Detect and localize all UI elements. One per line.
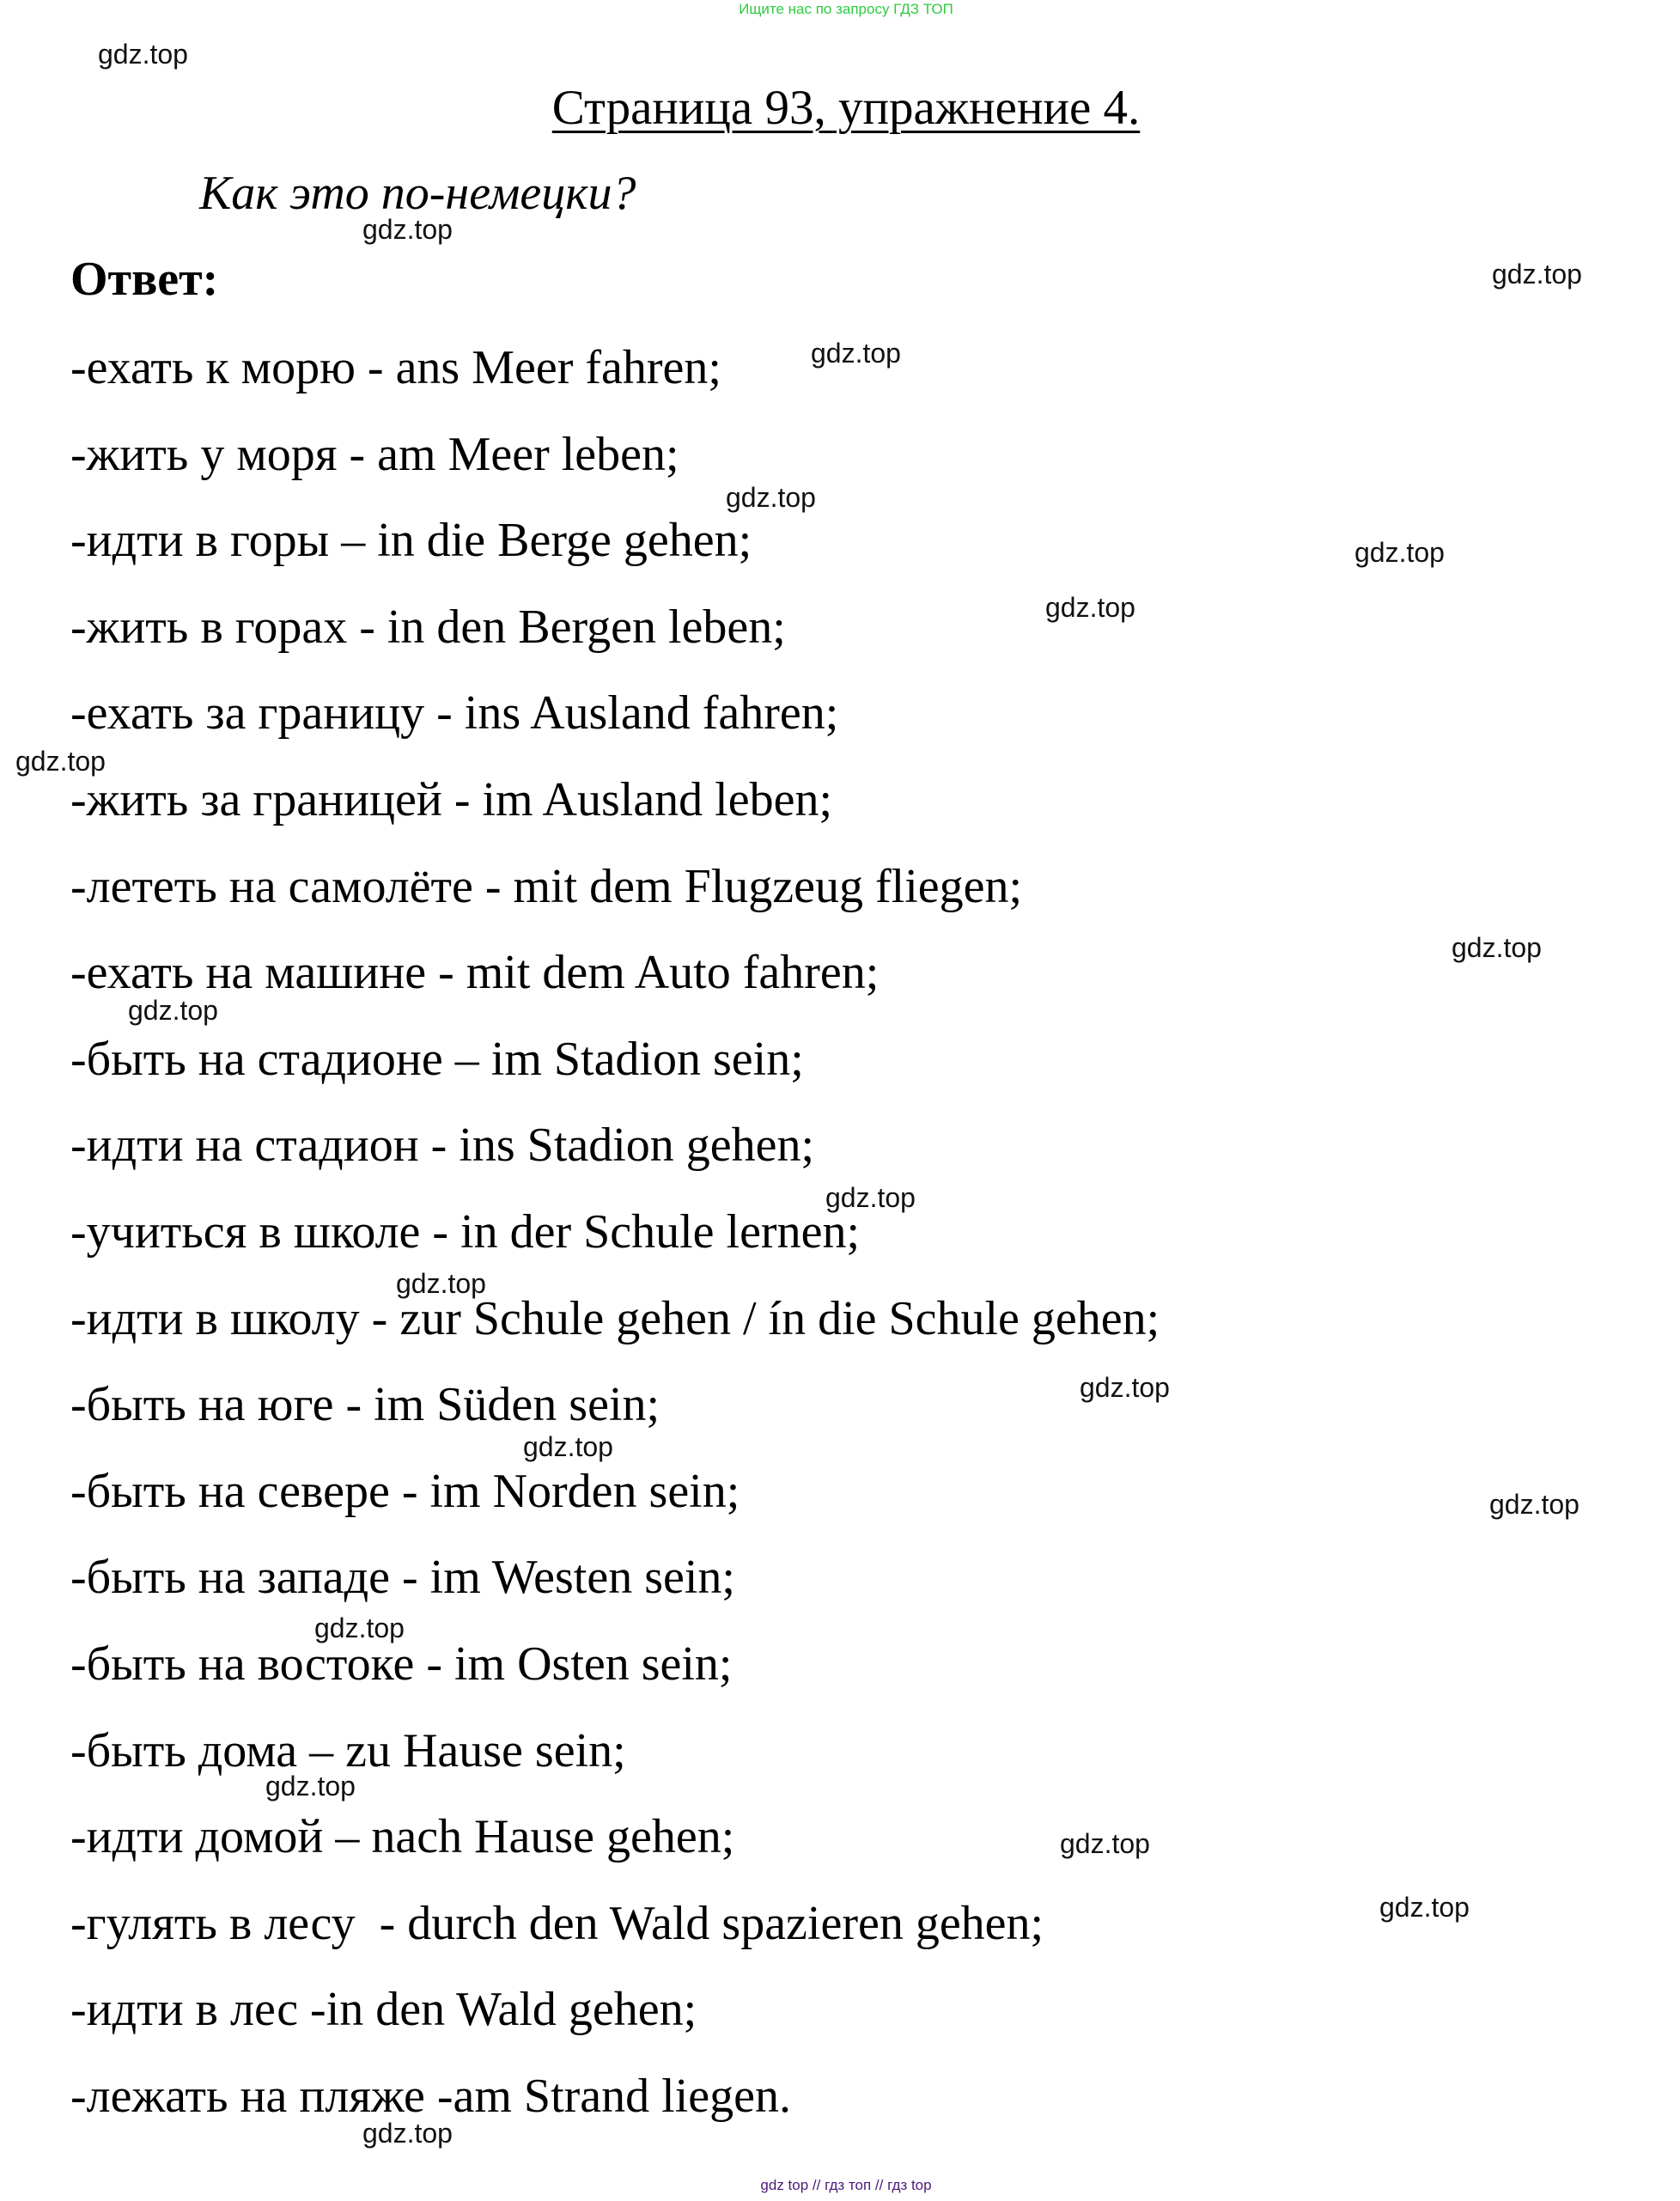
watermark: gdz.top: [98, 39, 188, 70]
answer-line: -лететь на самолёте - mit dem Flugzeug fliegen;: [70, 859, 1023, 913]
answer-line: -быть на севере - im Norden sein;: [70, 1464, 740, 1518]
answer-line: -жить в горах - in den Bergen leben;: [70, 600, 786, 654]
watermark: gdz.top: [128, 995, 218, 1026]
watermark: gdz.top: [396, 1268, 486, 1299]
answer-line: -ехать на машине - mit dem Auto fahren;: [70, 946, 880, 1000]
page-title: [0, 77, 1680, 139]
answer-line: -гулять в лесу - durch den Wald spazieren gehen;: [70, 1896, 1044, 1950]
answer-line: -идти на стадион - ins Stadion gehen;: [70, 1119, 815, 1173]
watermark: gdz.top: [314, 1613, 405, 1643]
answer-line: -идти в горы – in die Berge gehen;: [70, 514, 752, 568]
answer-line: -ехать за границу - ins Ausland fahren;: [70, 686, 839, 741]
answer-line: -быть дома – zu Hause sein;: [70, 1723, 626, 1777]
answer-line: -быть на стадионе – im Stadion sein;: [70, 1032, 804, 1086]
watermark: gdz.top: [1489, 1489, 1580, 1520]
page-title-text: Страница 93, упражнение 4.: [551, 81, 1141, 135]
watermark: gdz.top: [726, 482, 816, 513]
watermark: gdz.top: [362, 214, 453, 245]
watermark: gdz.top: [362, 2118, 453, 2149]
watermark: gdz.top: [1060, 1828, 1150, 1859]
watermark: gdz.top: [1492, 259, 1582, 290]
answer-line: -идти в лес -in den Wald gehen;: [70, 1983, 697, 2037]
answer-line: -жить за границей - im Ausland leben;: [70, 772, 833, 826]
answer-line: -учиться в школе - in der Schule lernen;: [70, 1204, 860, 1259]
footer-note: gdz top // гдз топ // гдз top: [760, 2177, 932, 2193]
exercise-question: Как это по-немецки?: [199, 167, 636, 220]
watermark: gdz.top: [1080, 1372, 1170, 1403]
watermark: gdz.top: [265, 1771, 356, 1802]
watermark: gdz.top: [523, 1431, 613, 1462]
answer-list: [70, 325, 1160, 2139]
search-hint-banner: Ищите нас по запросу ГДЗ ТОП: [739, 1, 953, 17]
answer-line: -идти в школу - zur Schule gehen / ín die Schule gehen;: [70, 1291, 1160, 1345]
answer-line: -ехать к морю - ans Meer fahren;: [70, 341, 721, 394]
watermark: gdz.top: [1354, 537, 1445, 568]
answer-line: -быть на западе - im Westen sein;: [70, 1551, 735, 1605]
answer-line: -быть на востоке - im Osten sein;: [70, 1637, 733, 1691]
answer-line: -жить у моря - am Meer leben;: [70, 427, 679, 481]
answer-line: -идти домой – nach Hause gehen;: [70, 1810, 735, 1864]
watermark: gdz.top: [15, 746, 106, 777]
watermark: gdz.top: [811, 338, 901, 369]
watermark: gdz.top: [1045, 592, 1135, 623]
answer-line: -лежать на пляже -am Strand liegen.: [70, 2069, 791, 2123]
answer-label: Ответ:: [70, 253, 219, 306]
answer-line: -быть на юге - im Süden sein;: [70, 1378, 660, 1432]
watermark: gdz.top: [825, 1182, 916, 1213]
watermark: gdz.top: [1379, 1892, 1470, 1923]
watermark: gdz.top: [1452, 932, 1542, 963]
